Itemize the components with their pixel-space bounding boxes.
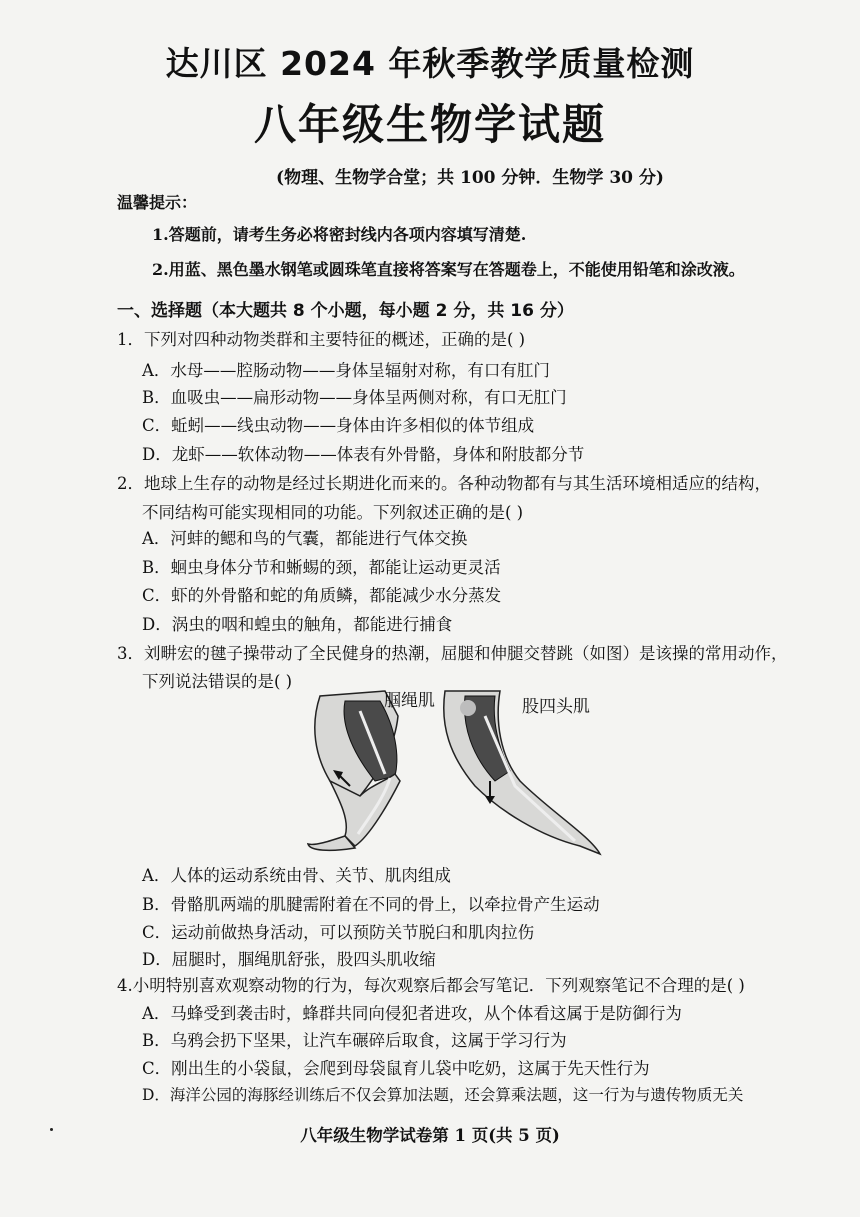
option-c: C．虾的外骨骼和蛇的角质鳞，都能减少水分蒸发 (142, 586, 502, 605)
option-d: D．海洋公园的海豚经训练后不仅会算加法题，还会算乘法题，这一行为与遗传物质无关 (142, 1086, 744, 1104)
option-d: D．屈腿时，腘绳肌舒张，股四头肌收缩 (142, 950, 436, 969)
exam-subtitle: (物理、生物学合堂；共 100 分钟．生物学 30 分) (276, 168, 664, 188)
tip-item: 2.用蓝、黑色墨水钢笔或圆珠笔直接将答案写在答题卷上，不能使用铅笔和涂改液。 (152, 260, 745, 279)
exam-title: 达川区 2024 年秋季教学质量检测 (165, 44, 695, 83)
question-stem: 3．刘畊宏的毽子操带动了全民健身的热潮，屈腿和伸腿交替跳（如图）是该操的常用动作， (117, 644, 788, 663)
question-stem: 1．下列对四种动物类群和主要特征的概述，正确的是( ) (117, 330, 526, 349)
option-a: A．水母——腔肠动物——身体呈辐射对称，有口有肛门 (142, 361, 550, 380)
option-b: B．乌鸦会扔下坚果，让汽车碾碎后取食，这属于学习行为 (142, 1031, 567, 1050)
option-b: B．蛔虫身体分节和蜥蜴的颈，都能让运动更灵活 (142, 558, 501, 577)
question-stem: 2．地球上生存的动物是经过长期进化而来的。各种动物都有与其生活环境相适应的结构， (117, 474, 771, 493)
leg-muscle-figure (300, 686, 620, 856)
option-c: C．蚯蚓——线虫动物——身体由许多相似的体节组成 (142, 416, 535, 435)
question-stem-cont: 不同结构可能实现相同的功能。下列叙述正确的是( ) (142, 503, 524, 522)
question-stem: 4.小明特别喜欢观察动物的行为，每次观察后都会写笔记．下列观察笔记不合理的是( ) (117, 976, 745, 995)
subject-title: 八年级生物学试题 (253, 100, 606, 149)
option-c: C．运动前做热身活动，可以预防关节脱臼和肌肉拉伤 (142, 923, 535, 942)
option-d: D．龙虾——软体动物——体表有外骨骼，身体和附肢都分节 (142, 445, 585, 464)
quadriceps-label: 股四头肌 (522, 697, 590, 717)
option-a: A．马蜂受到袭击时，蜂群共同向侵犯者进攻，从个体看这属于是防御行为 (142, 1004, 682, 1023)
hamstring-label: 腘绳肌 (384, 691, 435, 711)
option-b: B．骨骼肌两端的肌腱需附着在不同的骨上，以牵拉骨产生运动 (142, 895, 600, 914)
section-heading: 一、选择题（本大题共 8 个小题，每小题 2 分，共 16 分） (117, 301, 574, 321)
option-d: D．涡虫的咽和蝗虫的触角，都能进行捕食 (142, 615, 453, 634)
option-c: C．刚出生的小袋鼠，会爬到母袋鼠育儿袋中吃奶，这属于先天性行为 (142, 1059, 650, 1078)
question-stem-cont: 下列说法错误的是( ) (142, 672, 293, 691)
page-footer: 八年级生物学试卷第 1 页(共 5 页) (300, 1126, 560, 1145)
option-b: B．血吸虫——扁形动物——身体呈两侧对称，有口无肛门 (142, 388, 567, 407)
option-a: A．河蚌的鳃和鸟的气囊，都能进行气体交换 (142, 529, 468, 548)
option-a: A．人体的运动系统由骨、关节、肌肉组成 (142, 866, 451, 885)
tips-label: 温馨提示： (117, 193, 198, 212)
tip-item: 1.答题前，请考生务必将密封线内各项内容填写清楚. (152, 225, 527, 244)
bent-leg-drawing (308, 691, 400, 850)
